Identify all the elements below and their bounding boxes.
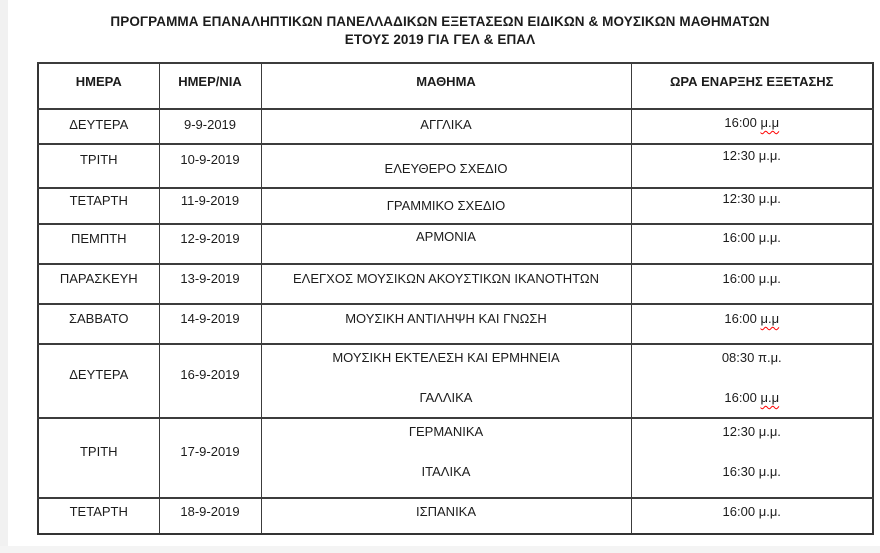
subject-session-2: ΓΑΛΛΙΚΑ <box>419 390 473 405</box>
date-cell: 13-9-2019 <box>159 264 261 304</box>
time-session-1 <box>632 351 873 365</box>
date-cell: 11-9-2019 <box>159 188 261 224</box>
date-cell: 12-9-2019 <box>159 224 261 264</box>
time-period-misspelled: μ.μ <box>760 390 780 405</box>
time-cell <box>631 264 873 304</box>
time-value: 12:30 <box>722 424 756 439</box>
subject-cell: ΙΣΠΑΝΙΚΑ <box>261 498 631 534</box>
table-row <box>38 224 873 264</box>
time-session-2 <box>632 391 873 405</box>
subject-cell <box>261 344 631 418</box>
date-cell: 10-9-2019 <box>159 144 261 188</box>
time-value: 12:30 <box>722 191 756 206</box>
day-cell: ΠΑΡΑΣΚΕΥΗ <box>38 264 159 304</box>
subject-cell: ΕΛΕΓΧΟΣ ΜΟΥΣΙΚΩΝ ΑΚΟΥΣΤΙΚΩΝ ΙΚΑΝΟΤΗΤΩΝ <box>261 264 631 304</box>
time-cell <box>631 418 873 498</box>
page-margin-bottom <box>0 546 880 553</box>
date-cell: 14-9-2019 <box>159 304 261 344</box>
time-period: μ.μ. <box>758 271 781 286</box>
table-row <box>38 498 873 534</box>
exam-schedule-table <box>37 62 874 535</box>
time-cell <box>631 344 873 418</box>
day-cell: ΤΕΤΑΡΤΗ <box>38 498 159 534</box>
day-cell: ΤΡΙΤΗ <box>38 418 159 498</box>
time-session-1 <box>632 425 873 439</box>
time-cell <box>631 304 873 344</box>
table-row <box>38 344 873 418</box>
time-value: 16:00 <box>722 271 756 286</box>
subject-session-2: ΙΤΑΛΙΚΑ <box>421 464 471 479</box>
subject-cell: ΑΡΜΟΝΙΑ <box>261 224 631 264</box>
document-title <box>0 13 880 49</box>
table-row <box>38 144 873 188</box>
date-cell: 18-9-2019 <box>159 498 261 534</box>
time-value: 12:30 <box>722 148 756 163</box>
time-session-2 <box>632 465 873 479</box>
subject-cell: ΕΛΕΥΘΕΡΟ ΣΧΕΔΙΟ <box>261 144 631 188</box>
time-value: 16:00 <box>722 230 756 245</box>
table-row <box>38 264 873 304</box>
subject-session-1: ΓΕΡΜΑΝΙΚΑ <box>408 424 484 439</box>
subject-session-1: ΜΟΥΣΙΚΗ ΕΚΤΕΛΕΣΗ ΚΑΙ ΕΡΜΗΝΕΙΑ <box>332 350 560 365</box>
time-value: 16:00 <box>722 504 756 519</box>
table-row <box>38 304 873 344</box>
table-row <box>38 418 873 498</box>
time-period: μ.μ. <box>758 230 781 245</box>
date-cell: 9-9-2019 <box>159 109 261 144</box>
table-row <box>38 188 873 224</box>
day-cell: ΔΕΥΤΕΡΑ <box>38 109 159 144</box>
day-cell: ΠΕΜΠΤΗ <box>38 224 159 264</box>
page-margin-left <box>0 0 8 553</box>
time-period: μ.μ. <box>758 464 781 479</box>
time-value: 16:00 <box>724 311 757 326</box>
header-date: ΗΜΕΡ/ΝΙΑ <box>159 63 261 109</box>
subject-cell: ΓΡΑΜΜΙΚΟ ΣΧΕΔΙΟ <box>261 188 631 224</box>
time-value: 16:00 <box>724 115 757 130</box>
time-cell <box>631 109 873 144</box>
time-cell <box>631 188 873 224</box>
time-period: μ.μ. <box>758 504 781 519</box>
day-cell: ΤΕΤΑΡΤΗ <box>38 188 159 224</box>
date-cell: 16-9-2019 <box>159 344 261 418</box>
day-cell: ΔΕΥΤΕΡΑ <box>38 344 159 418</box>
time-period-misspelled: μ.μ <box>760 311 780 326</box>
time-period: μ.μ. <box>758 148 781 163</box>
table-row <box>38 109 873 144</box>
day-cell: ΣΑΒΒΑΤΟ <box>38 304 159 344</box>
time-cell <box>631 498 873 534</box>
time-period: μ.μ. <box>758 424 781 439</box>
document-title-line2: ΕΤΟΥΣ 2019 ΓΙΑ ΓΕΛ & ΕΠΑΛ <box>344 32 536 47</box>
time-value: 16:00 <box>724 390 757 405</box>
time-period: μ.μ. <box>758 191 781 206</box>
table-header-row <box>38 63 873 109</box>
date-cell: 17-9-2019 <box>159 418 261 498</box>
time-value: 16:30 <box>722 464 756 479</box>
document-title-line1: ΠΡΟΓΡΑΜΜΑ ΕΠΑΝΑΛΗΠΤΙΚΩΝ ΠΑΝΕΛΛΑΔΙΚΩΝ ΕΞΕΤΑΣΕΩΝ ΕΙΔΙΚΩΝ & ΜΟΥΣΙΚΩΝ ΜΑΘΗΜΑΤΩΝ <box>110 14 770 29</box>
subject-cell: ΑΓΓΛΙΚΑ <box>261 109 631 144</box>
time-value: 08:30 <box>721 350 755 365</box>
subject-cell <box>261 418 631 498</box>
subject-cell: ΜΟΥΣΙΚΗ ΑΝΤΙΛΗΨΗ ΚΑΙ ΓΝΩΣΗ <box>261 304 631 344</box>
header-start-time: ΩΡΑ ΕΝΑΡΞΗΣ ΕΞΕΤΑΣΗΣ <box>631 63 873 109</box>
time-period: π.μ. <box>757 350 782 365</box>
time-cell <box>631 224 873 264</box>
time-cell <box>631 144 873 188</box>
header-subject: ΜΑΘΗΜΑ <box>261 63 631 109</box>
day-cell: ΤΡΙΤΗ <box>38 144 159 188</box>
header-day: ΗΜΕΡΑ <box>38 63 159 109</box>
time-period-misspelled: μ.μ <box>760 115 780 130</box>
